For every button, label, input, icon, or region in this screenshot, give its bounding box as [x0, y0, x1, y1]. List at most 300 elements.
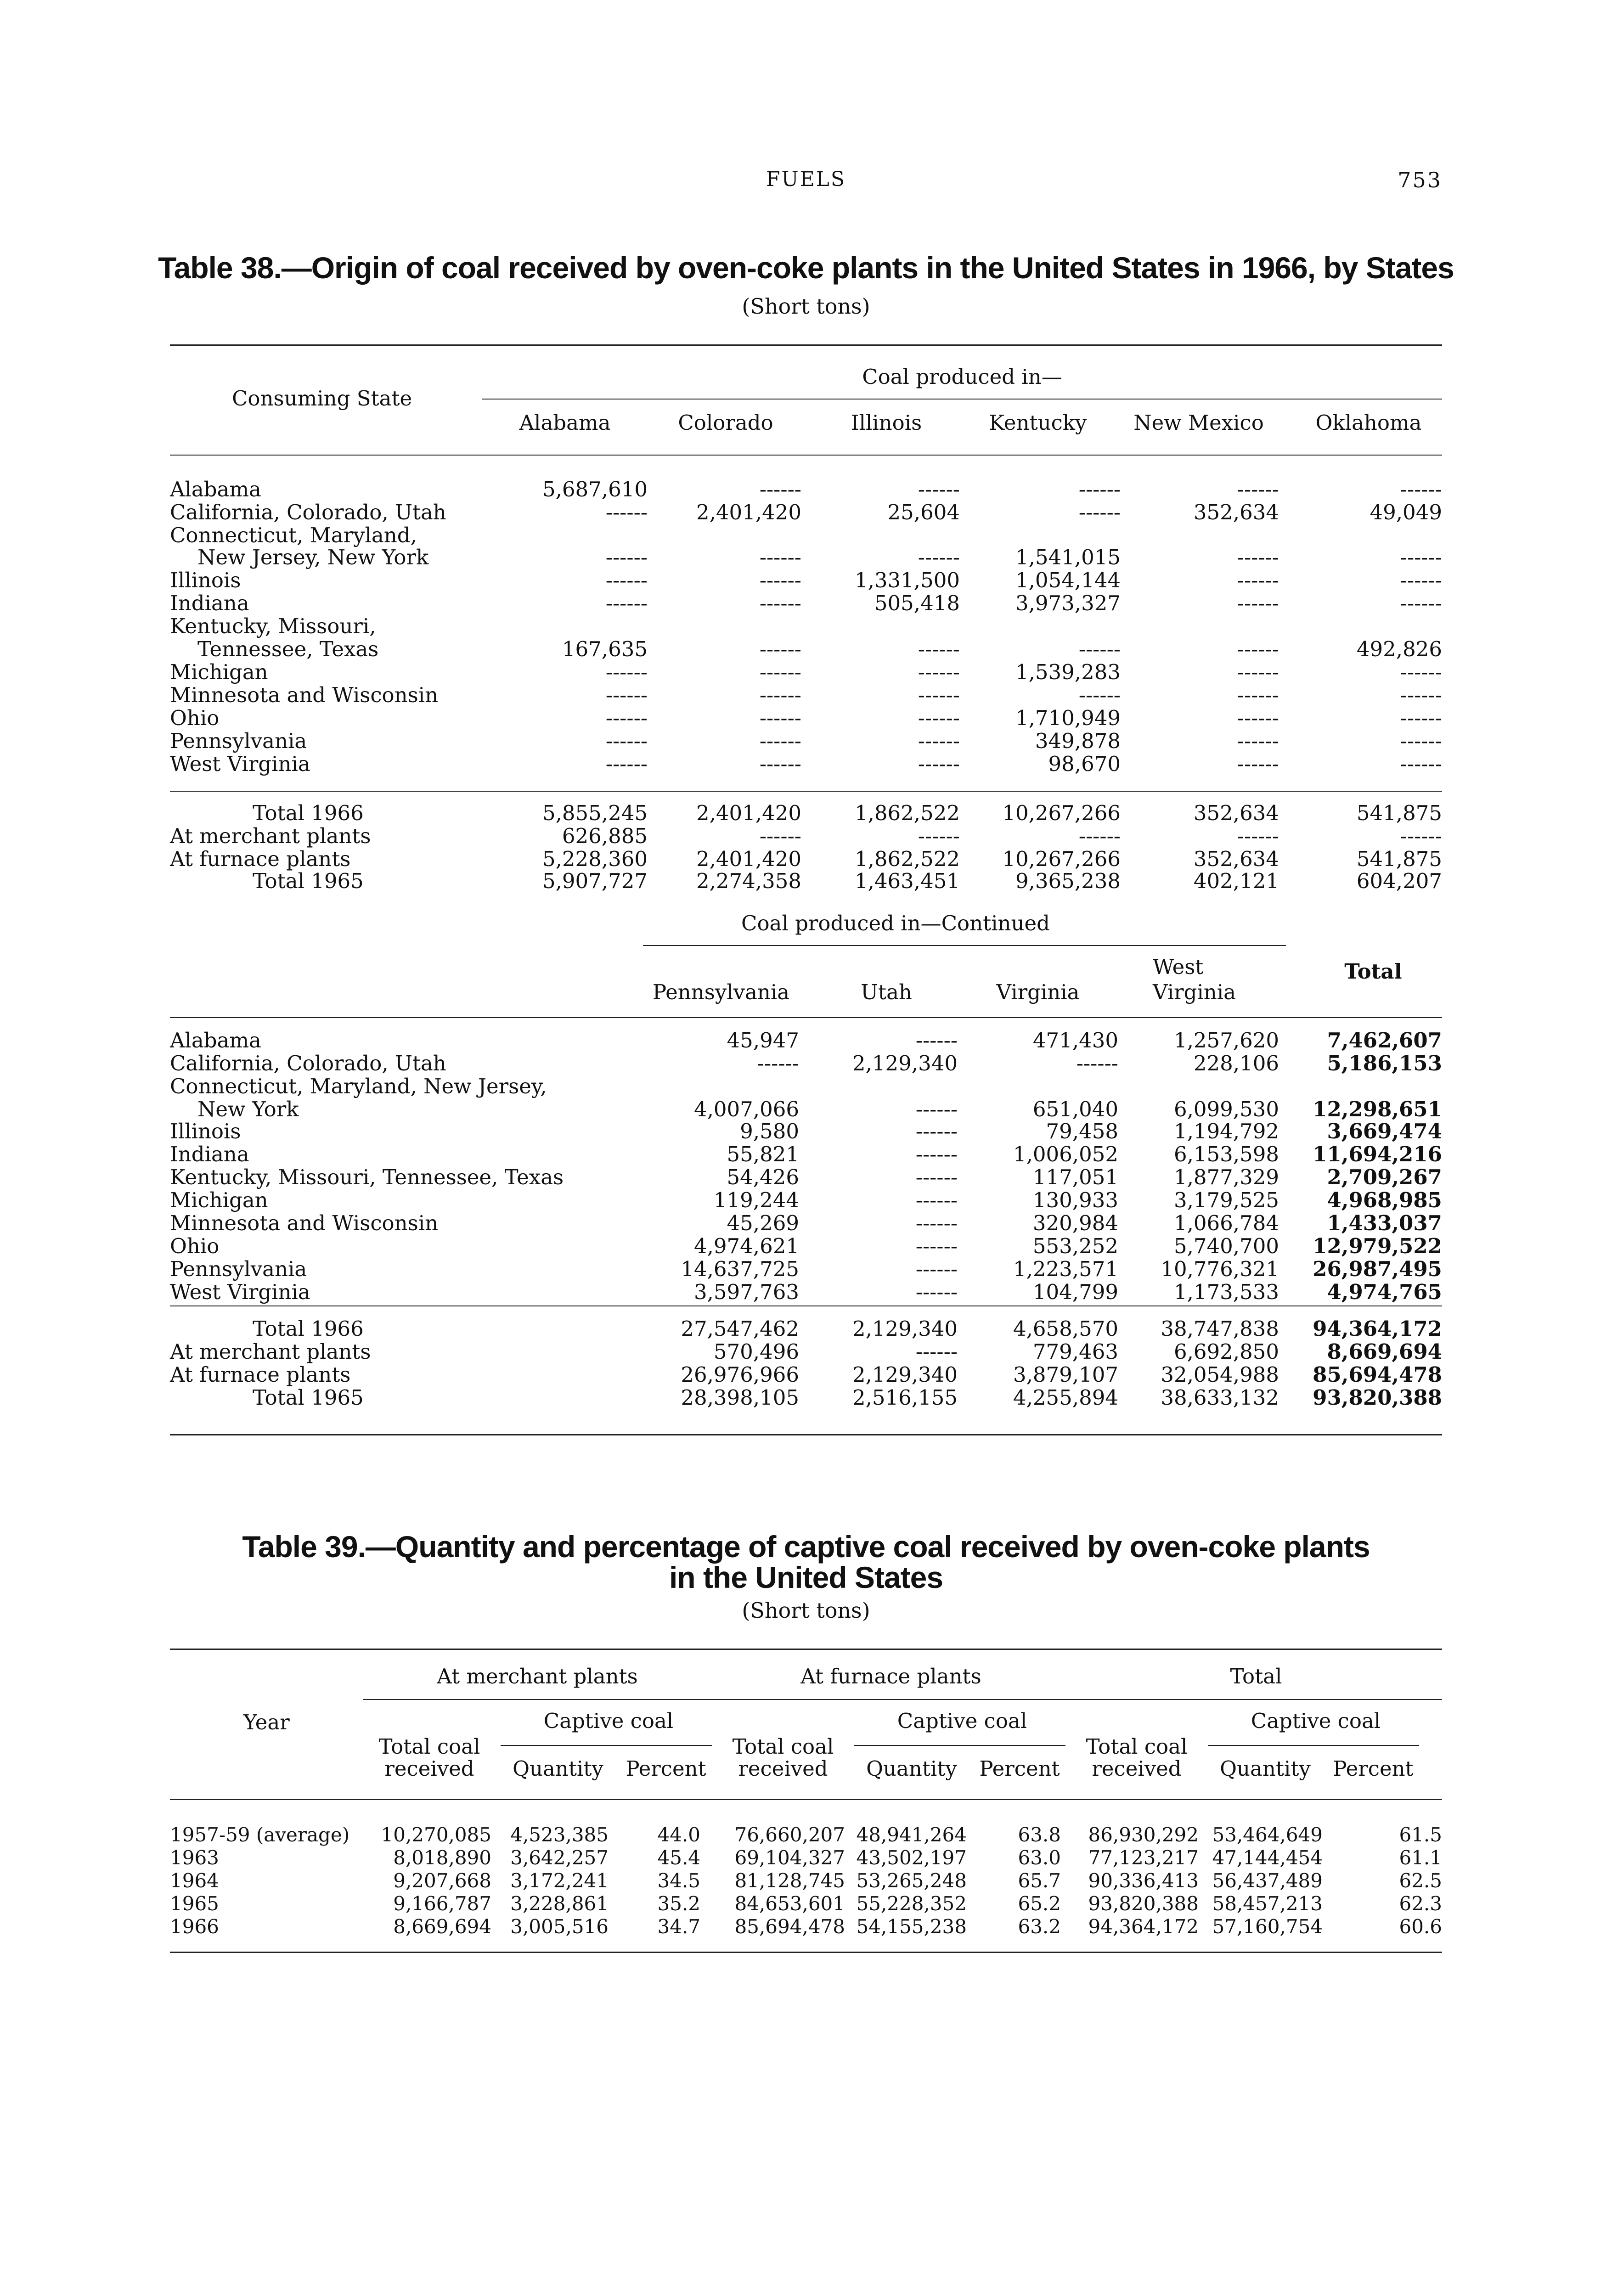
table-cell: ------: [915, 1142, 958, 1166]
table-cell: 1,054,144: [1015, 568, 1121, 592]
table-cell: 55,821: [727, 1142, 799, 1166]
row-label: Ohio: [170, 706, 220, 730]
table-cell: ------: [915, 1188, 958, 1212]
table-cell: 93,820,388: [1088, 1892, 1199, 1915]
table-cell: 5,186,153: [1327, 1051, 1442, 1075]
table-cell: 505,418: [874, 591, 960, 615]
table-cell: 53,265,248: [856, 1869, 967, 1892]
table-cell: 47,144,454: [1212, 1846, 1323, 1869]
table39-top-rule: [170, 1649, 1442, 1650]
table-cell: 34.5: [657, 1869, 700, 1892]
total-cell: 1,862,522: [854, 847, 960, 871]
table-cell: 58,457,213: [1212, 1892, 1323, 1915]
table-cell: 1,066,784: [1173, 1211, 1279, 1235]
table-cell: ------: [918, 752, 960, 776]
table-cell: 11,694,216: [1313, 1142, 1442, 1166]
table-cell: 1,223,571: [1013, 1257, 1118, 1281]
total-cell: 541,875: [1356, 847, 1442, 871]
table-cell: ------: [1237, 729, 1279, 753]
table-cell: 45,269: [727, 1211, 799, 1235]
captive-coal-header: Captive coal: [1251, 1709, 1381, 1733]
table-cell: 1,877,329: [1173, 1165, 1279, 1189]
captive-coal-rule: [501, 1745, 712, 1746]
table39-header-rule: [170, 1799, 1442, 1800]
table-cell: 3,179,525: [1173, 1188, 1279, 1212]
table38-col-total: Total: [1344, 959, 1402, 984]
row-label: Ohio: [170, 1234, 220, 1258]
table-cell: 48,941,264: [856, 1823, 967, 1846]
table-cell: 9,166,787: [393, 1892, 491, 1915]
table-cell: ------: [1237, 591, 1279, 615]
total-cell: 2,401,420: [696, 847, 801, 871]
table38-continued-spanner: Coal produced in—Continued: [741, 911, 1050, 935]
table-cell: ------: [1237, 545, 1279, 569]
table-cell: 98,670: [1048, 752, 1121, 776]
total-cell: 541,875: [1356, 801, 1442, 825]
total-cell: 2,401,420: [696, 801, 801, 825]
total-label: At furnace plants: [170, 847, 351, 871]
table-cell: ------: [915, 1119, 958, 1143]
total-label: Total 1966: [253, 801, 364, 825]
table-cell: 25,604: [887, 500, 960, 524]
table-cell: 3,597,763: [693, 1280, 799, 1304]
row-label: Minnesota and Wisconsin: [170, 683, 439, 707]
total-label: At furnace plants: [170, 1362, 351, 1387]
captive-coal-rule: [854, 1745, 1065, 1746]
row-label: Kentucky, Missouri, Tennessee, Texas: [170, 1165, 564, 1189]
table-cell: 4,007,066: [693, 1097, 799, 1121]
table-cell: ------: [605, 545, 648, 569]
table-cell: 53,464,649: [1212, 1823, 1323, 1846]
table-cell: 1,173,533: [1173, 1280, 1279, 1304]
table-cell: 9,580: [740, 1119, 799, 1143]
row-label: California, Colorado, Utah: [170, 1051, 446, 1075]
total-label: Total 1966: [253, 1317, 364, 1341]
table-cell: 45.4: [657, 1846, 700, 1869]
table-cell: 77,123,217: [1088, 1846, 1199, 1869]
table-cell: ------: [759, 591, 801, 615]
total-cell: 32,054,988: [1161, 1362, 1279, 1387]
table-cell: ------: [605, 591, 648, 615]
row-label: Tennessee, Texas: [197, 637, 379, 661]
table-cell: 6,153,598: [1173, 1142, 1279, 1166]
table-cell: ------: [1400, 545, 1442, 569]
row-label: Indiana: [170, 591, 249, 615]
table-cell: ------: [1400, 752, 1442, 776]
table-cell: ------: [1400, 660, 1442, 684]
table-cell: 5,740,700: [1173, 1234, 1279, 1258]
table-cell: 1,541,015: [1015, 545, 1121, 569]
table-cell: ------: [759, 683, 801, 707]
total-cell: 85,694,478: [1313, 1362, 1442, 1387]
row-label: Indiana: [170, 1142, 249, 1166]
table-cell: ------: [1237, 660, 1279, 684]
table-cell: ------: [915, 1165, 958, 1189]
year-cell: 1957-59 (average): [170, 1823, 350, 1846]
total-cell: 352,634: [1193, 801, 1279, 825]
table-cell: ------: [759, 660, 801, 684]
table38-spanner: Coal produced in—: [862, 365, 1062, 389]
table-cell: ------: [918, 477, 960, 501]
table-cell: 65.2: [1018, 1892, 1061, 1915]
total-cell: ------: [1078, 824, 1121, 848]
total-cell: 2,516,155: [852, 1385, 958, 1410]
row-label: West Virginia: [170, 752, 310, 776]
total-cell: 626,885: [562, 824, 648, 848]
table38-col-pennsylvania: Pennsylvania: [652, 980, 790, 1004]
table-cell: 10,776,321: [1161, 1257, 1279, 1281]
total-cell: 9,365,238: [1015, 869, 1121, 893]
table-cell: 167,635: [562, 637, 648, 661]
table-cell: ------: [915, 1211, 958, 1235]
table-cell: ------: [759, 729, 801, 753]
table-cell: ------: [1076, 1051, 1118, 1075]
quantity-header: Quantity: [513, 1756, 603, 1781]
total-cell: 94,364,172: [1313, 1317, 1442, 1341]
table-cell: ------: [918, 729, 960, 753]
table-cell: 3,172,241: [510, 1869, 609, 1892]
table-cell: 14,637,725: [681, 1257, 799, 1281]
table-cell: 4,974,621: [693, 1234, 799, 1258]
table38-header-rule: [170, 455, 1442, 456]
table-cell: ------: [915, 1234, 958, 1258]
table-cell: 1,710,949: [1015, 706, 1121, 730]
table-cell: ------: [1400, 568, 1442, 592]
total-cell: 10,267,266: [1002, 847, 1121, 871]
table-cell: 471,430: [1032, 1028, 1118, 1052]
total-cell: 352,634: [1193, 847, 1279, 871]
table-cell: 94,364,172: [1088, 1915, 1199, 1938]
total-cell: 93,820,388: [1313, 1385, 1442, 1410]
table-cell: ------: [1400, 683, 1442, 707]
table-cell: 26,987,495: [1313, 1257, 1442, 1281]
table39-title-line2: in the United States: [669, 1560, 943, 1594]
total-cell: 26,976,966: [681, 1362, 799, 1387]
table-cell: 35.2: [657, 1892, 700, 1915]
table-cell: ------: [605, 752, 648, 776]
table-cell: 3,228,861: [510, 1892, 609, 1915]
table-cell: 5,687,610: [542, 477, 648, 501]
table39-unit: (Short tons): [742, 1598, 870, 1623]
table-cell: 3,642,257: [510, 1846, 609, 1869]
total-cell: ------: [1237, 824, 1279, 848]
table38-col-kentucky: Kentucky: [989, 411, 1087, 435]
row-label: California, Colorado, Utah: [170, 500, 446, 524]
row-label: Connecticut, Maryland,: [170, 523, 417, 547]
table-cell: 60.6: [1399, 1915, 1442, 1938]
table-cell: 86,930,292: [1088, 1823, 1199, 1846]
table-cell: 651,040: [1032, 1097, 1118, 1121]
table-cell: 2,129,340: [852, 1051, 958, 1075]
table-cell: 553,252: [1032, 1234, 1118, 1258]
table-cell: 55,228,352: [856, 1892, 967, 1915]
table-cell: ------: [918, 683, 960, 707]
table-cell: ------: [757, 1051, 799, 1075]
table-cell: ------: [1237, 683, 1279, 707]
total-cell: 402,121: [1193, 869, 1279, 893]
table38-body-rule: [170, 791, 1442, 792]
total-cell: 6,692,850: [1173, 1339, 1279, 1364]
quantity-header: Quantity: [866, 1756, 957, 1781]
table-cell: 54,426: [727, 1165, 799, 1189]
table-cell: 320,984: [1032, 1211, 1118, 1235]
total-coal-header: Total coal: [378, 1734, 480, 1759]
table-cell: 12,979,522: [1313, 1234, 1442, 1258]
table-cell: ------: [1078, 500, 1121, 524]
table-cell: 4,523,385: [510, 1823, 609, 1846]
table38-col-utah: Utah: [861, 980, 912, 1004]
table-cell: 3,669,474: [1327, 1119, 1442, 1143]
table-cell: ------: [1400, 591, 1442, 615]
percent-header: Percent: [626, 1756, 706, 1781]
total-cell: 1,463,451: [854, 869, 960, 893]
table-cell: 1,433,037: [1327, 1211, 1442, 1235]
total-cell: 4,255,894: [1013, 1385, 1118, 1410]
table-cell: ------: [759, 477, 801, 501]
table-cell: 44.0: [657, 1823, 700, 1846]
table-cell: 8,018,890: [393, 1846, 491, 1869]
table-cell: 90,336,413: [1088, 1869, 1199, 1892]
table-cell: 6,099,530: [1173, 1097, 1279, 1121]
table-cell: ------: [1237, 568, 1279, 592]
quantity-header: Quantity: [1220, 1756, 1311, 1781]
table38-continued-header-rule: [170, 1017, 1442, 1018]
table-cell: ------: [1078, 683, 1121, 707]
total-coal-header: received: [1092, 1756, 1182, 1781]
table-cell: 61.1: [1399, 1846, 1442, 1869]
table-cell: ------: [1237, 706, 1279, 730]
table-cell: ------: [915, 1028, 958, 1052]
table-cell: 228,106: [1193, 1051, 1279, 1075]
table39-group-rule: [363, 1699, 1442, 1700]
table-cell: ------: [1237, 477, 1279, 501]
table-cell: 7,462,607: [1327, 1028, 1442, 1052]
table-cell: ------: [605, 660, 648, 684]
table38-col-west-virginia-line2: Virginia: [1153, 980, 1236, 1004]
percent-header: Percent: [1333, 1756, 1414, 1781]
row-label: Michigan: [170, 1188, 268, 1212]
total-cell: 2,129,340: [852, 1317, 958, 1341]
total-cell: ------: [759, 824, 801, 848]
table38-top-rule: [170, 344, 1442, 346]
table-cell: 104,799: [1032, 1280, 1118, 1304]
total-cell: 779,463: [1032, 1339, 1118, 1364]
table-cell: ------: [605, 683, 648, 707]
table-cell: 49,049: [1370, 500, 1442, 524]
table-cell: 1,257,620: [1173, 1028, 1279, 1052]
table-cell: 492,826: [1356, 637, 1442, 661]
row-label: Alabama: [170, 477, 261, 501]
total-cell: 2,274,358: [696, 869, 801, 893]
table-cell: ------: [759, 637, 801, 661]
table-cell: 65.7: [1018, 1869, 1061, 1892]
total-label: Total 1965: [253, 869, 364, 893]
table-cell: 63.2: [1018, 1915, 1061, 1938]
table-cell: ------: [915, 1097, 958, 1121]
table-cell: 56,437,489: [1212, 1869, 1323, 1892]
table-cell: 63.0: [1018, 1846, 1061, 1869]
table-cell: 2,709,267: [1327, 1165, 1442, 1189]
table-cell: 349,878: [1035, 729, 1121, 753]
total-coal-header: Total coal: [732, 1734, 834, 1759]
total-cell: 5,907,727: [542, 869, 648, 893]
table-cell: ------: [918, 660, 960, 684]
total-coal-header: received: [384, 1756, 474, 1781]
table-cell: ------: [605, 729, 648, 753]
table38-col-new-mexico: New Mexico: [1133, 411, 1264, 435]
total-cell: 27,547,462: [681, 1317, 799, 1341]
table38-continued-spanner-rule: [643, 945, 1286, 946]
percent-header: Percent: [979, 1756, 1060, 1781]
table39-group-furnace: At furnace plants: [800, 1664, 981, 1688]
running-header: FUELS: [766, 168, 846, 191]
total-cell: ------: [918, 824, 960, 848]
table-cell: ------: [1400, 706, 1442, 730]
table-cell: 119,244: [713, 1188, 799, 1212]
table-cell: ------: [759, 568, 801, 592]
table-cell: ------: [759, 706, 801, 730]
table-cell: ------: [759, 752, 801, 776]
table-cell: 54,155,238: [856, 1915, 967, 1938]
row-label: Illinois: [170, 568, 241, 592]
table-cell: 84,653,601: [734, 1892, 845, 1915]
total-cell: 1,862,522: [854, 801, 960, 825]
row-label: Alabama: [170, 1028, 261, 1052]
table-cell: ------: [1400, 477, 1442, 501]
total-cell: 10,267,266: [1002, 801, 1121, 825]
table-cell: 62.5: [1399, 1869, 1442, 1892]
row-label: Michigan: [170, 660, 268, 684]
table-cell: 63.8: [1018, 1823, 1061, 1846]
table38-bottom-rule: [170, 1434, 1442, 1435]
table-cell: 61.5: [1399, 1823, 1442, 1846]
row-label: Illinois: [170, 1119, 241, 1143]
table-cell: 4,974,765: [1327, 1280, 1442, 1304]
year-cell: 1966: [170, 1915, 219, 1938]
table-cell: 3,005,516: [510, 1915, 609, 1938]
table-cell: 1,539,283: [1015, 660, 1121, 684]
table-cell: 34.7: [657, 1915, 700, 1938]
table39-group-merchant: At merchant plants: [437, 1664, 638, 1688]
table38-col-oklahoma: Oklahoma: [1315, 411, 1422, 435]
row-label: West Virginia: [170, 1280, 310, 1304]
table-cell: 62.3: [1399, 1892, 1442, 1915]
row-label: Minnesota and Wisconsin: [170, 1211, 439, 1235]
total-coal-header: Total coal: [1086, 1734, 1188, 1759]
total-cell: 28,398,105: [681, 1385, 799, 1410]
table-cell: ------: [1078, 477, 1121, 501]
table38-unit: (Short tons): [742, 294, 870, 319]
table-cell: 45,947: [727, 1028, 799, 1052]
captive-coal-header: Captive coal: [543, 1709, 674, 1733]
table38-col-alabama: Alabama: [519, 411, 611, 435]
total-cell: 604,207: [1356, 869, 1442, 893]
table-cell: ------: [918, 637, 960, 661]
row-label: Pennsylvania: [170, 1257, 307, 1281]
total-cell: 4,658,570: [1013, 1317, 1118, 1341]
table-cell: ------: [918, 706, 960, 730]
captive-coal-header: Captive coal: [897, 1709, 1027, 1733]
table-cell: 130,933: [1032, 1188, 1118, 1212]
total-cell: 5,855,245: [542, 801, 648, 825]
total-cell: 2,129,340: [852, 1362, 958, 1387]
total-label: At merchant plants: [170, 824, 371, 848]
total-cell: 38,633,132: [1161, 1385, 1279, 1410]
table-cell: 1,331,500: [854, 568, 960, 592]
table38-col-colorado: Colorado: [678, 411, 773, 435]
table-cell: 2,401,420: [696, 500, 801, 524]
year-cell: 1964: [170, 1869, 219, 1892]
table-cell: 69,104,327: [734, 1846, 845, 1869]
table-cell: ------: [915, 1280, 958, 1304]
row-label: New Jersey, New York: [197, 545, 429, 569]
table-cell: 43,502,197: [856, 1846, 967, 1869]
table-cell: ------: [1237, 752, 1279, 776]
table-cell: 10,270,085: [381, 1823, 491, 1846]
table-cell: 79,458: [1046, 1119, 1118, 1143]
table-cell: 117,051: [1032, 1165, 1118, 1189]
row-label: Pennsylvania: [170, 729, 307, 753]
table38-stub-header: Consuming State: [232, 386, 412, 411]
table38-title: Table 38.—Origin of coal received by oven-coke plants in the United States in 1966, by States: [158, 251, 1454, 285]
table-cell: 76,660,207: [734, 1823, 845, 1846]
table39-group-total: Total: [1230, 1664, 1282, 1688]
table-cell: 1,006,052: [1013, 1142, 1118, 1166]
table39-title-line1: Table 39.—Quantity and percentage of captive coal received by oven-coke plants: [242, 1530, 1370, 1564]
table-cell: 85,694,478: [734, 1915, 845, 1938]
table-cell: 9,207,668: [393, 1869, 491, 1892]
total-cell: 3,879,107: [1013, 1362, 1118, 1387]
table-cell: 1,194,792: [1173, 1119, 1279, 1143]
table-cell: ------: [605, 706, 648, 730]
total-cell: 8,669,694: [1327, 1339, 1442, 1364]
table-cell: ------: [915, 1257, 958, 1281]
year-cell: 1965: [170, 1892, 219, 1915]
row-label: New York: [197, 1097, 299, 1121]
total-cell: ------: [915, 1339, 958, 1364]
table38-col-west-virginia-line1: West: [1153, 955, 1204, 979]
table-cell: 12,298,651: [1313, 1097, 1442, 1121]
table-cell: 8,669,694: [393, 1915, 491, 1938]
total-cell: 570,496: [713, 1339, 799, 1364]
table-cell: ------: [918, 545, 960, 569]
table-cell: ------: [759, 545, 801, 569]
page-number: 753: [1398, 168, 1442, 192]
table-cell: 57,160,754: [1212, 1915, 1323, 1938]
table-cell: ------: [605, 500, 648, 524]
year-cell: 1963: [170, 1846, 219, 1869]
table39-bottom-rule: [170, 1952, 1442, 1953]
table-cell: ------: [1078, 637, 1121, 661]
row-label: Connecticut, Maryland, New Jersey,: [170, 1074, 547, 1098]
table-cell: ------: [1400, 729, 1442, 753]
total-cell: ------: [1400, 824, 1442, 848]
table-cell: 4,968,985: [1327, 1188, 1442, 1212]
table-cell: 352,634: [1193, 500, 1279, 524]
table-cell: ------: [605, 568, 648, 592]
total-label: At merchant plants: [170, 1339, 371, 1364]
row-label: Kentucky, Missouri,: [170, 614, 376, 638]
table-cell: ------: [1237, 637, 1279, 661]
table-cell: 81,128,745: [734, 1869, 845, 1892]
total-coal-header: received: [738, 1756, 828, 1781]
table38-spanner-rule: [482, 399, 1442, 400]
captive-coal-rule: [1208, 1745, 1419, 1746]
table38-col-illinois: Illinois: [851, 411, 922, 435]
table-cell: 3,973,327: [1015, 591, 1121, 615]
total-cell: 38,747,838: [1161, 1317, 1279, 1341]
table38-col-virginia: Virginia: [996, 980, 1080, 1004]
